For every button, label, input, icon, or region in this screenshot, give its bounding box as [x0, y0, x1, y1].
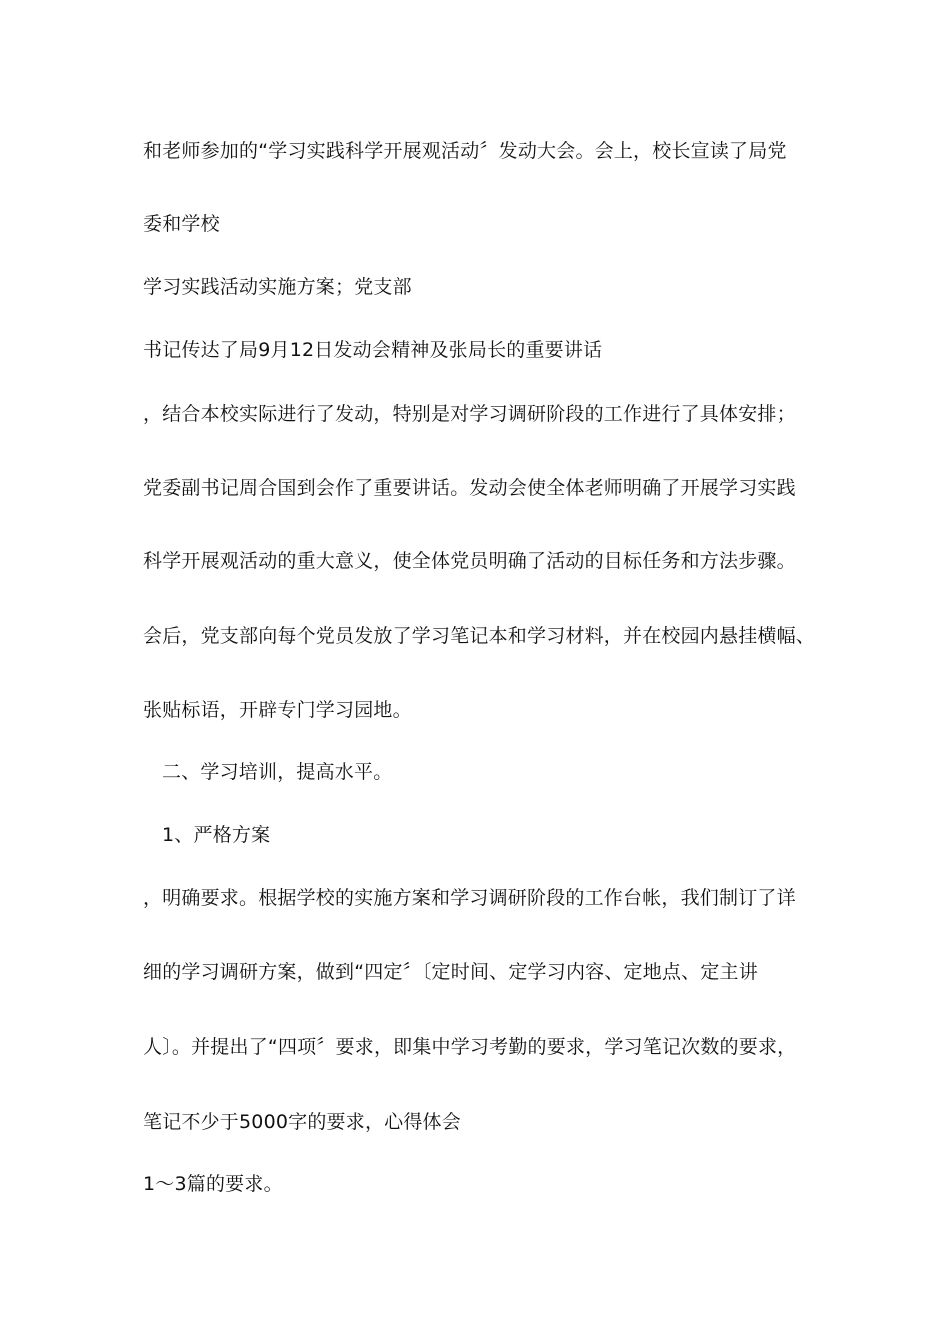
section-heading: 二、学习培训，提高水平。: [162, 761, 393, 783]
paragraph-line: 党委副书记周合国到会作了重要讲话。发动会使全体老师明确了开展学习实践: [143, 477, 796, 499]
paragraph-line: 书记传达了局9月12日发动会精神及张局长的重要讲话: [143, 339, 603, 361]
paragraph-line: 1～3篇的要求。: [143, 1173, 283, 1195]
paragraph-line: 委和学校: [143, 213, 220, 235]
paragraph-line: 细的学习调研方案，做到“四定〞〔定时间、定学习内容、定地点、定主讲: [143, 961, 758, 983]
subsection-heading: 1、严格方案: [162, 824, 271, 846]
paragraph-line: 和老师参加的“学习实践科学开展观活动〞发动大会。会上，校长宣读了局党: [143, 140, 787, 162]
paragraph-line: 张贴标语，开辟专门学习园地。: [143, 699, 412, 721]
paragraph-line: ，结合本校实际进行了发动，特别是对学习调研阶段的工作进行了具体安排；: [143, 403, 796, 425]
paragraph-line: 学习实践活动实施方案；党支部: [143, 276, 412, 298]
paragraph-line: 科学开展观活动的重大意义，使全体党员明确了活动的目标任务和方法步骤。: [143, 550, 796, 572]
paragraph-line: 笔记不少于5000字的要求，心得体会: [143, 1111, 461, 1133]
paragraph-line: 会后，党支部向每个党员发放了学习笔记本和学习材料，并在校园内悬挂横幅、: [143, 625, 816, 647]
paragraph-line: ，明确要求。根据学校的实施方案和学习调研阶段的工作台帐，我们制订了详: [143, 887, 796, 909]
paragraph-line: 人〕。并提出了“四项〞要求，即集中学习考勤的要求，学习笔记次数的要求，: [143, 1036, 797, 1058]
